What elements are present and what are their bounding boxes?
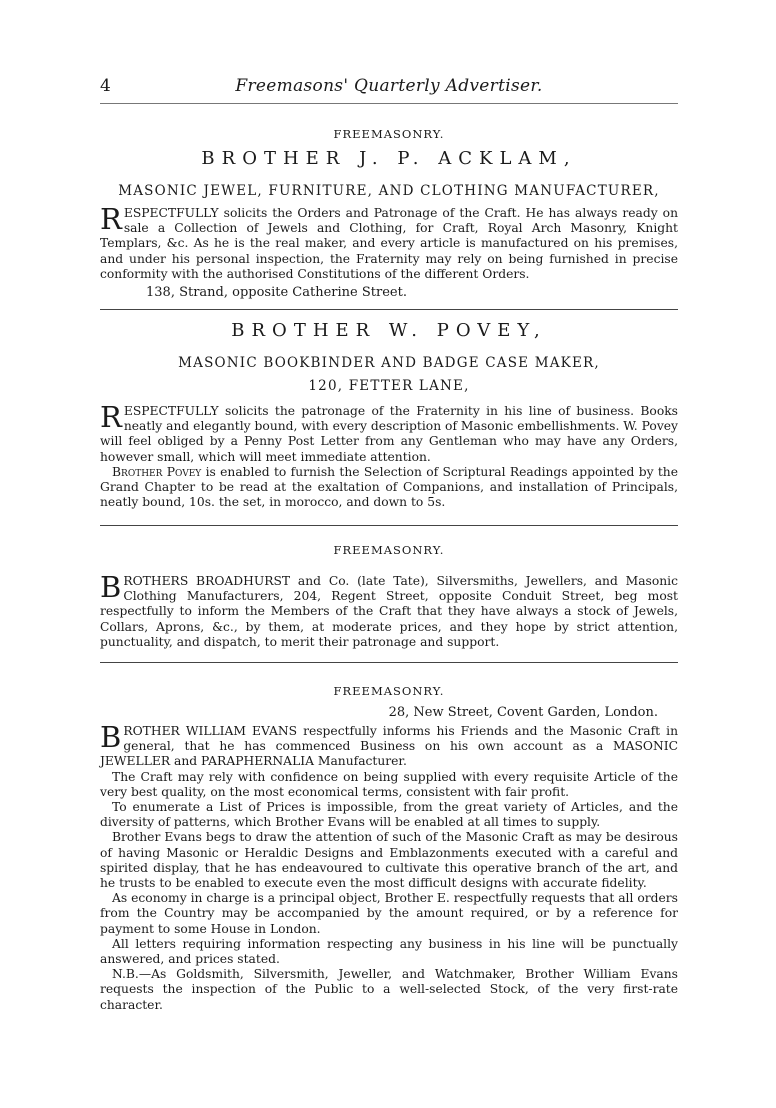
ad2-name: BROTHER W. POVEY,	[231, 320, 547, 341]
ad2-trade: MASONIC BOOKBINDER AND BADGE CASE MAKER,	[178, 355, 600, 371]
rule-1	[100, 309, 678, 310]
header-rule	[100, 103, 678, 104]
ad1-name: BROTHER J. P. ACKLAM,	[201, 148, 577, 169]
ad2-body	[100, 400, 678, 510]
ad3-dropcap: B	[100, 570, 122, 604]
running-title: Freemasons' Quarterly Advertiser.	[235, 76, 543, 96]
ad4-body-text: ROTHER WILLIAM EVANS respectfully informs his Friends and the Masonic Craft in general, that he has commenced Business on his own account as a MASONIC JEWELLER and PARAPHERNALIA Manufacturer.	[100, 724, 678, 769]
ad4-paragraph: Brother Evans begs to draw the attention of such of the Masonic Craft as may be desirous of having Masonic or Heraldic Designs and Emblazonments executed with a careful and spirited display, that he has endeavoured to cultivate this operative branch of the art, and he trusts to be enabled to execute even the most difficult designs with accurate fidelity.	[100, 830, 678, 891]
ad3-body-text: ROTHERS BROADHURST and Co. (late Tate), Silversmiths, Jewellers, and Masonic Clothing Manufacturers, 204, Regent Street, opposite Conduit Street, beg most respectfully to inform the Members of the Craft that they have always a stock of Jewels, Collars, Aprons, &c., by them, at moderate prices, and they hope by strict attention, punctuality, and dispatch, to merit their patronage and support.	[100, 574, 678, 649]
ad4-paragraph: As economy in charge is a principal object, Brother E. respectfully requests that all orders from the Country may be accompanied by the amount required, or by a reference for payment to some House in London.	[100, 891, 678, 936]
ad4-label: FREEMASONRY.	[333, 684, 445, 698]
ad1-label: FREEMASONRY.	[333, 127, 445, 141]
ad4-body	[100, 720, 678, 1013]
ad3-label: FREEMASONRY.	[333, 543, 445, 557]
ad2-dropcap: R	[100, 400, 122, 434]
ad4-paragraph: N.B.—As Goldsmith, Silversmith, Jeweller, and Watchmaker, Brother William Evans requests the inspection of the Public to a well-selected Stock, of the very first-rate character.	[100, 967, 678, 1012]
page-header	[100, 76, 678, 102]
page-number: 4	[100, 76, 111, 96]
rule-3	[100, 662, 678, 663]
ad3-body	[100, 570, 678, 650]
rule-2	[100, 525, 678, 526]
ad4-address: 28, New Street, Covent Garden, London.	[388, 705, 658, 720]
ad4-paragraph: All letters requiring information respecting any business in his line will be punctually answered, and prices stated.	[100, 936, 678, 967]
ad1-trade: MASONIC JEWEL, FURNITURE, AND CLOTHING MANUFACTURER,	[118, 183, 660, 199]
ad2-address: 120, FETTER LANE,	[308, 378, 470, 394]
ad4-paragraph: The Craft may rely with confidence on being supplied with every requisite Article of the very best quality, on the most economical terms, consistent with fair profit.	[100, 769, 678, 799]
ad1-dropcap: R	[100, 202, 122, 236]
ad2-body2-lead: Brother Povey	[112, 464, 202, 479]
ad1-address: 138, Strand, opposite Catherine Street.	[146, 285, 407, 300]
ad1-body	[100, 202, 678, 282]
ad4-dropcap: B	[100, 720, 122, 754]
ad2-body-text: ESPECTFULLY solicits the patronage of the Fraternity in his line of business. Books neatly and elegantly bound, with every description of Masonic embellishments. W. Povey will feel obliged by a Penny Post Letter from any Gentleman who may have any Orders, however small, which will meet immediate attention.	[100, 404, 678, 464]
ad1-body-text: ESPECTFULLY solicits the Orders and Patronage of the Craft. He has always ready on sale a Collection of Jewels and Clothing, for Craft, Royal Arch Masonry, Knight Templars, &c. As he is the real maker, and every article is manufactured on his premises, and under his personal inspection, the Fraternity may rely on being furnished in precise conformity with the authorised Constitutions of the different Orders.	[100, 206, 678, 281]
ad2-body2-text: is enabled to furnish the Selection of Scriptural Readings appointed by the Grand Chapter to be read at the exaltation of Companions, and installation of Principals, neatly bound, 10s. the set, in morocco, and down to 5s.	[100, 464, 678, 510]
ad4-paragraph: To enumerate a List of Prices is impossible, from the great variety of Articles, and the diversity of patterns, which Brother Evans will be enabled at all times to supply.	[100, 800, 678, 830]
